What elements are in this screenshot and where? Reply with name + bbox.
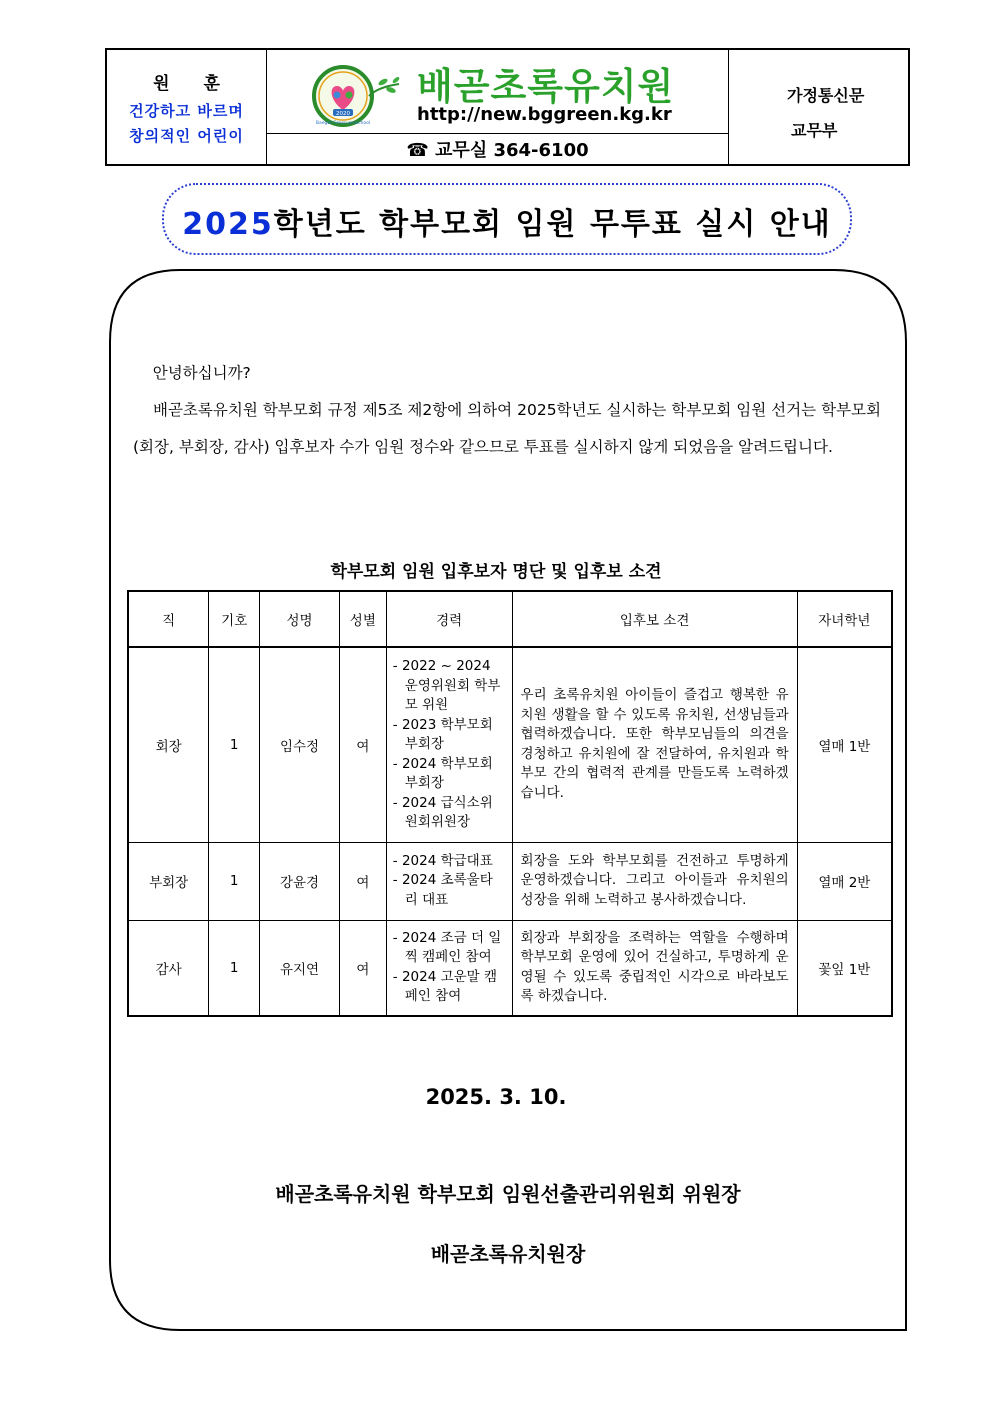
cell-career: [386, 842, 512, 920]
signature-principal: 배곧초록유치원장: [430, 1242, 586, 1266]
cell-name: 임수정: [260, 647, 340, 842]
career-item: - 2024 초록울타리 대표: [392, 872, 493, 908]
cell-opinion: 회장을 도와 학부모회를 건전하고 투명하게 운영하겠습니다. 그리고 아이들과 유치원의 성장을 위해 노력하고 봉사하겠습니다.: [512, 842, 797, 920]
motto-line-1: 건강하고 바르며: [129, 102, 244, 120]
body-paragraph: [133, 392, 881, 466]
cell-position: 회장: [128, 647, 209, 842]
cell-career: [386, 920, 512, 1016]
motto-line-2: 창의적인 어린이: [129, 127, 244, 145]
header-center: [267, 50, 729, 164]
motto-title: 원 훈: [153, 74, 234, 94]
career-item: - 2022 ~ 2024 운영위원회 학부모 위원: [392, 658, 501, 713]
cell-gender: 여: [339, 920, 386, 1016]
cell-name: 강윤경: [260, 842, 340, 920]
kindergarten-name: 배곧초록유치원: [417, 65, 675, 108]
kindergarten-logo-icon: [303, 60, 403, 128]
signature-committee: 배곧초록유치원 학부모회 임원선출관리위원회 위원장: [275, 1182, 741, 1206]
cell-opinion: 우리 초록유치원 아이들이 즐겁고 행복한 유치원 생활을 할 수 있도록 유치원, 선생님들과 협력하겠습니다. 또한 학부모님들의 의견을 경청하고 유치원에 잘 전달하여, 유치원과 학부모 간의 협력적 관계를 만들도록 노력하겠습니다.: [512, 647, 797, 842]
title-text: 학년도 학부모회 임원 무투표 실시 안내: [273, 207, 832, 242]
col-number: 기호: [209, 591, 260, 647]
cell-child-class: 꽃잎 1반: [797, 920, 892, 1016]
body-paragraph-text: 배곧초록유치원 학부모회 규정 제5조 제2항에 의하여 2025학년도 실시하는 학부모회 임원 선거는 학부모회(회장, 부회장, 감사) 입후보자 수가 임원 정수와 같으므로 투표를 실시하지 않게 되었음을 알려드립니다.: [133, 401, 881, 456]
title-banner: [162, 183, 852, 255]
table-row: [128, 920, 892, 1016]
greeting-text: 안녕하십니까?: [152, 364, 251, 382]
career-item: - 2024 조금 더 일찍 캠페인 참여: [392, 929, 502, 966]
title-year: 2025: [182, 207, 274, 242]
col-child-class: 자녀학년: [797, 591, 892, 647]
header-right: [729, 50, 910, 164]
table-header-row: [128, 591, 892, 647]
cell-number: 1: [209, 647, 260, 842]
col-gender: 성별: [339, 591, 386, 647]
cell-name: 유지연: [260, 920, 340, 1016]
career-item: - 2024 학급대표: [392, 852, 493, 869]
table-row: [128, 842, 892, 920]
logo-caption: Baegot Green preschool: [315, 121, 371, 126]
logo-year: 2020: [336, 111, 350, 117]
department: 교무부: [791, 121, 838, 140]
cell-number: 1: [209, 920, 260, 1016]
greeting: [133, 355, 881, 392]
cell-career: [386, 647, 512, 842]
cell-position: 감사: [128, 920, 209, 1016]
career-item: - 2024 학부모회 부회장: [392, 755, 493, 791]
col-name: 성명: [260, 591, 340, 647]
career-item: - 2023 학부모회 부회장: [392, 716, 493, 752]
document-type: 가정통신문: [787, 86, 865, 105]
letterhead: [105, 48, 910, 166]
col-career: 경력: [386, 591, 512, 647]
career-item: - 2024 고운말 캠페인 참여: [392, 968, 498, 1005]
website-url[interactable]: http://new.bggreen.kg.kr: [417, 104, 672, 125]
motto-box: [107, 50, 267, 164]
cell-number: 1: [209, 842, 260, 920]
cell-position: 부회장: [128, 842, 209, 920]
cell-opinion: 회장과 부회장을 조력하는 역할을 수행하며 학부모회 운영에 있어 건실하고, 투명하게 운영될 수 있도록 중립적인 시각으로 바라보도록 하겠습니다.: [512, 920, 797, 1016]
issue-date: 2025. 3. 10.: [425, 1085, 567, 1109]
office-phone: ☎ 교무실 364-6100: [406, 140, 589, 161]
cell-child-class: 열매 1반: [797, 647, 892, 842]
table-title: 학부모회 임원 입후보자 명단 및 입후보 소견: [330, 562, 662, 582]
col-opinion: 입후보 소견: [512, 591, 797, 647]
candidate-table: [127, 590, 893, 1017]
cell-child-class: 열매 2반: [797, 842, 892, 920]
table-row: [128, 647, 892, 842]
header-brand: [267, 50, 728, 134]
cell-gender: 여: [339, 842, 386, 920]
cell-gender: 여: [339, 647, 386, 842]
career-item: - 2024 급식소위원회위원장: [392, 794, 493, 830]
col-position: 직: [128, 591, 209, 647]
page-title: [164, 199, 850, 243]
